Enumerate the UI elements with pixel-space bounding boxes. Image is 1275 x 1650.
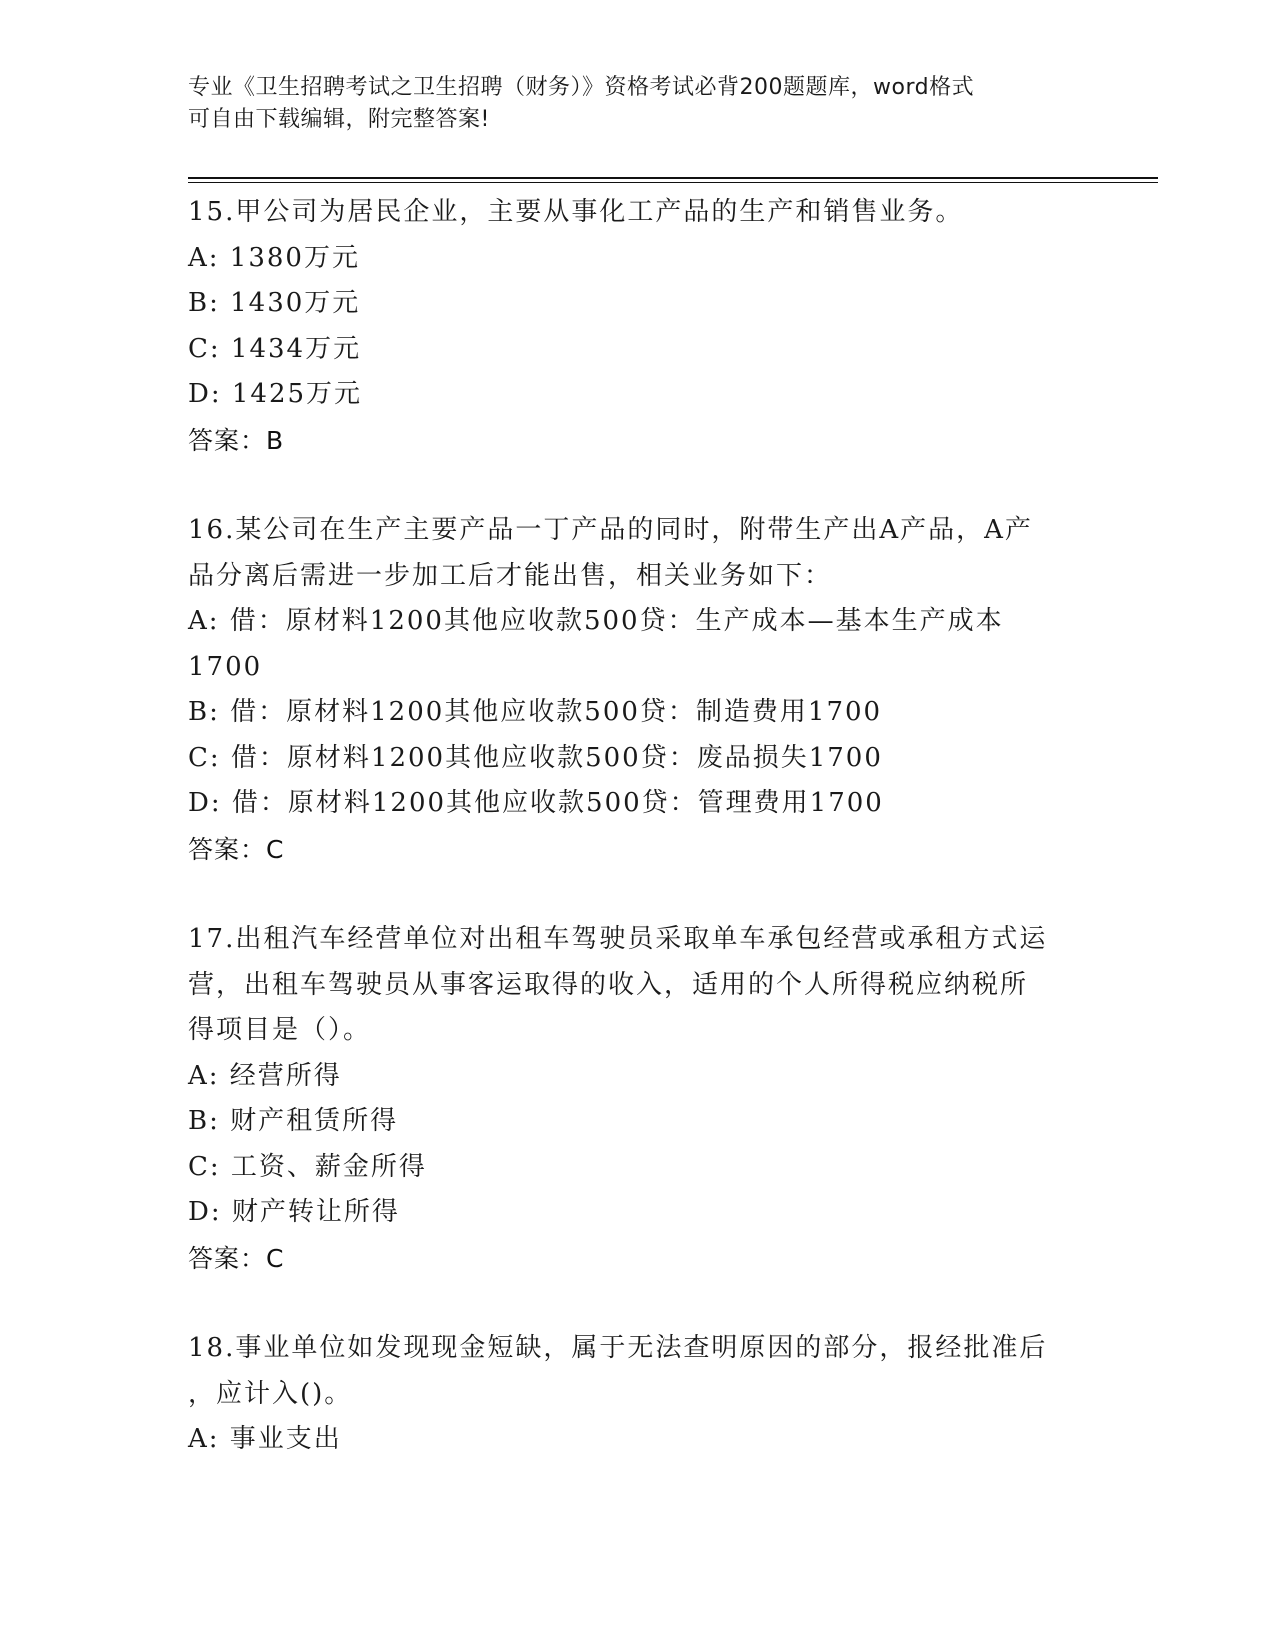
stem-line: 18.事业单位如发现现金短缺，属于无法查明原因的部分，报经批准后 [188, 1333, 1048, 1363]
question-15 [188, 190, 1088, 463]
stem-line: 营，出租车驾驶员从事客运取得的收入，适用的个人所得税应纳税所 [188, 969, 1029, 1000]
option-a: A: 事业支出 [188, 1424, 342, 1454]
question-stem [188, 1326, 1088, 1417]
option-d: D: 借：原材料1200其他应收款500贷：管理费用1700 [188, 788, 884, 818]
question-list [188, 190, 1088, 1463]
question-stem [188, 190, 1088, 236]
stem-line: 15.甲公司为居民企业，主要从事化工产品的生产和销售业务。 [188, 197, 964, 227]
stem-line: ，应计入()。 [188, 1378, 353, 1409]
option-line: 1700 [188, 651, 263, 682]
header-divider-thin [188, 182, 1158, 183]
question-18 [188, 1326, 1088, 1463]
stem-line: 17.出租汽车经营单位对出租车驾驶员采取单车承包经营或承租方式运 [188, 924, 1048, 954]
document-header [188, 72, 1068, 136]
answer-line: 答案：C [188, 1243, 285, 1273]
option-line: A: 借：原材料1200其他应收款500贷：生产成本—基本生产成本 [188, 606, 1004, 636]
question-16 [188, 508, 1088, 872]
option-b: B: 1430万元 [188, 288, 361, 318]
option-b: B: 财产租赁所得 [188, 1106, 399, 1136]
stem-line: 得项目是（）。 [188, 1015, 372, 1045]
option-a [188, 599, 1088, 690]
option-d: D: 1425万元 [188, 379, 363, 409]
option-a: A: 经营所得 [188, 1060, 342, 1091]
option-c: C: 1434万元 [188, 333, 362, 364]
question-stem [188, 508, 1088, 599]
question-17 [188, 917, 1088, 1281]
stem-line: 品分离后需进一步加工后才能出售，相关业务如下： [188, 560, 833, 591]
option-c: C: 工资、薪金所得 [188, 1151, 427, 1182]
answer-line: 答案：B [188, 425, 285, 455]
question-stem [188, 917, 1088, 1054]
option-a: A: 1380万元 [188, 242, 360, 273]
answer-line: 答案：C [188, 834, 285, 864]
stem-line: 16.某公司在生产主要产品一丁产品的同时，附带生产出A产品，A产 [188, 515, 1033, 545]
header-divider [188, 177, 1158, 179]
header-line: 专业《卫生招聘考试之卫生招聘（财务）》资格考试必背200题题库，word格式 [188, 75, 975, 100]
option-d: D: 财产转让所得 [188, 1197, 400, 1227]
header-line: 可自由下载编辑，附完整答案! [188, 107, 490, 132]
option-c: C: 借：原材料1200其他应收款500贷：废品损失1700 [188, 742, 883, 773]
option-b: B: 借：原材料1200其他应收款500贷：制造费用1700 [188, 697, 883, 727]
